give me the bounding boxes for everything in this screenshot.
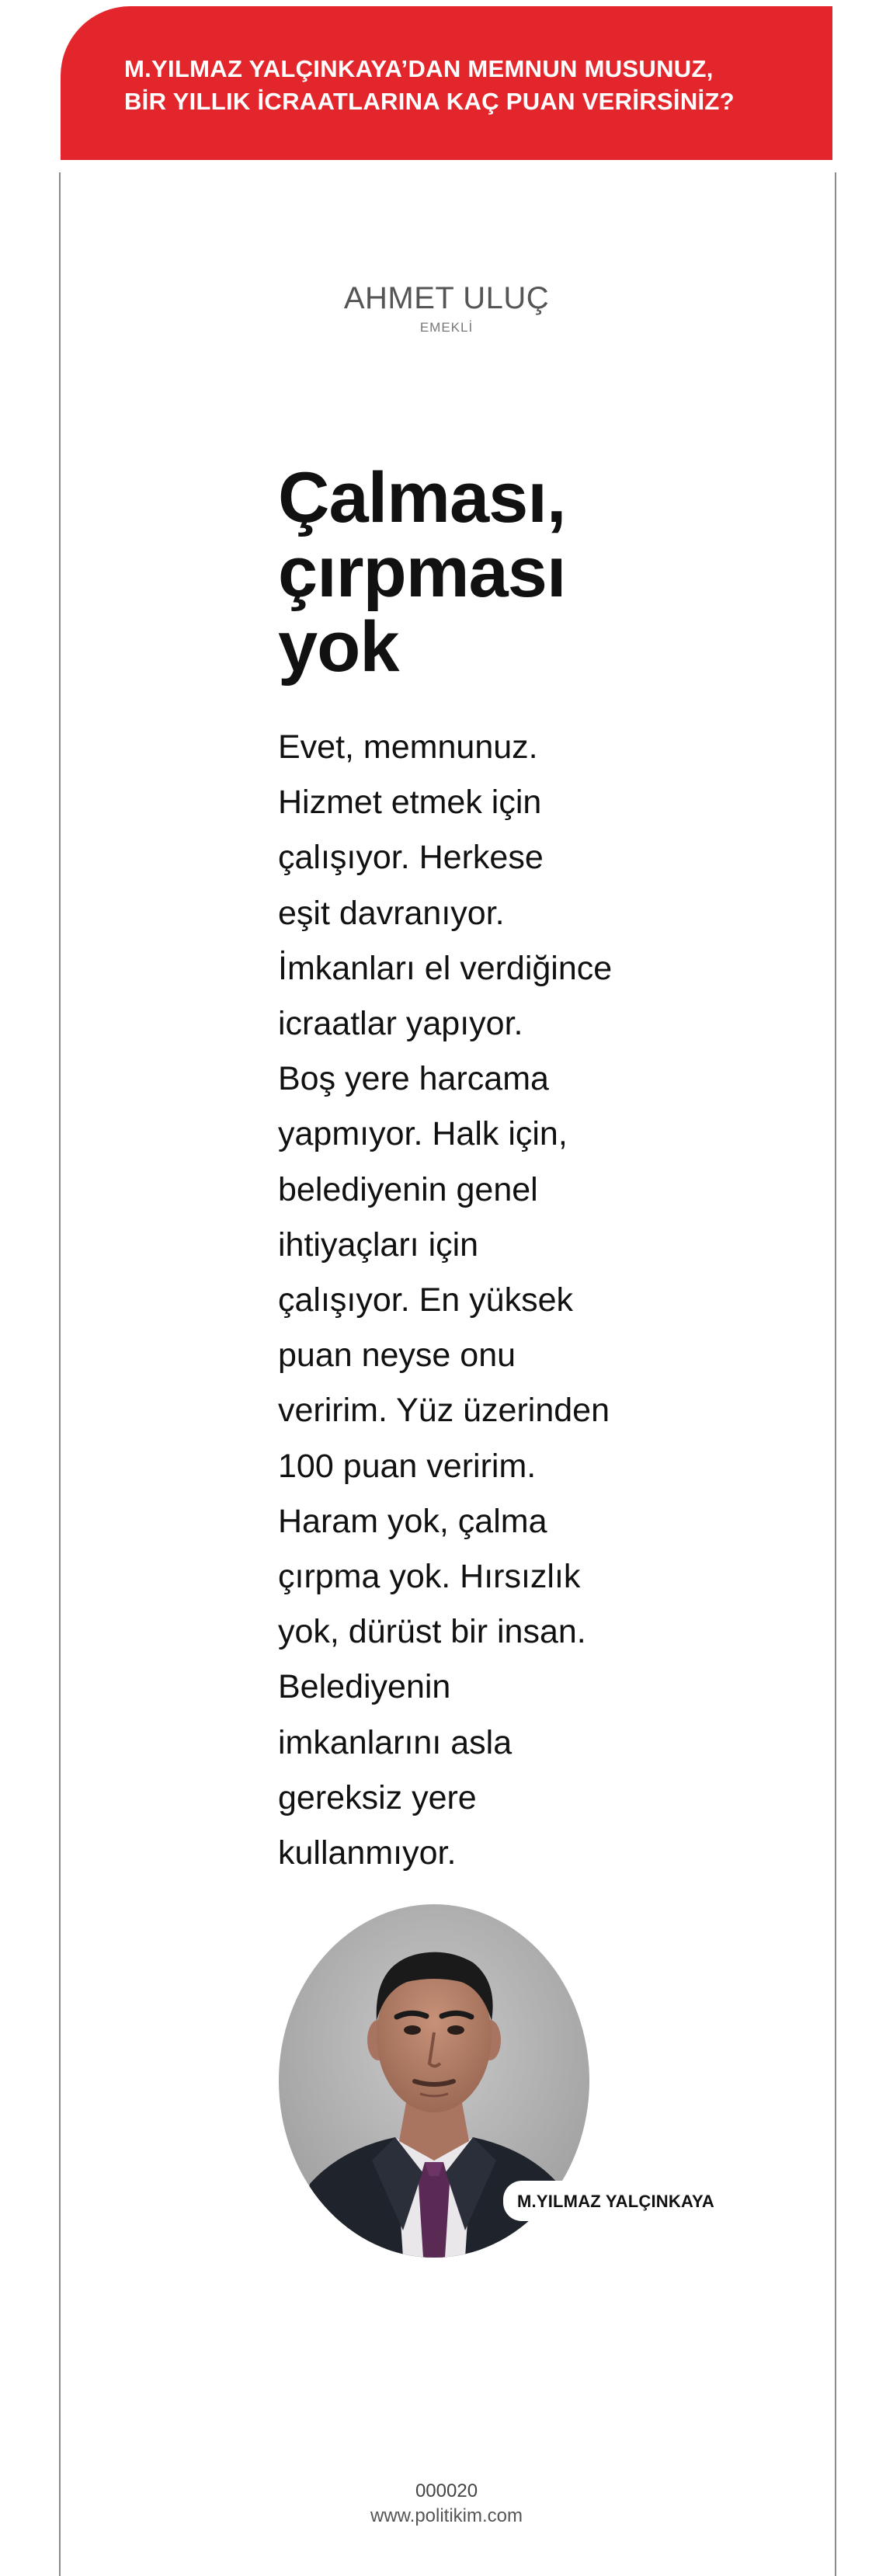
- body-line: Haram yok, çalma: [278, 1502, 547, 1540]
- author-role: EMEKLİ: [419, 320, 474, 335]
- headline-line: Çalması,: [278, 458, 566, 537]
- article-body: [278, 720, 635, 1881]
- question-banner: [61, 6, 832, 160]
- body-line: gereksiz yere: [278, 1778, 477, 1816]
- body-line: 100 puan veririm.: [278, 1447, 537, 1485]
- banner-question-line-1: M.YILMAZ YALÇINKAYA’DAN MEMNUN MUSUNUZ,: [124, 55, 714, 82]
- body-line: çalışıyor. En yüksek: [278, 1281, 573, 1319]
- headline-line: çırpması: [278, 533, 566, 612]
- body-line: icraatlar yapıyor.: [278, 1005, 523, 1043]
- body-line: çalışıyor. Herkese: [278, 839, 544, 877]
- photo-caption: M.YILMAZ YALÇINKAYA: [503, 2181, 725, 2221]
- author-block: [0, 281, 893, 335]
- site-url: www.politikim.com: [370, 2505, 523, 2526]
- left-column-rule: [59, 172, 61, 2576]
- headline: [278, 458, 620, 687]
- body-line: belediyenin genel: [278, 1170, 538, 1208]
- headline-line: yok: [278, 607, 399, 687]
- body-line: kullanmıyor.: [278, 1834, 457, 1872]
- body-line: imkanlarını asla: [278, 1723, 513, 1761]
- body-line: veririm. Yüz üzerinden: [278, 1392, 610, 1430]
- body-line: Evet, memnunuz.: [278, 728, 538, 766]
- body-line: Hizmet etmek için: [278, 784, 542, 822]
- page-footer: [0, 2479, 893, 2529]
- banner-question-line-2: BİR YILLIK İCRAATLARINA KAÇ PUAN VERİRSİNİZ?: [124, 88, 735, 115]
- body-line: yok, dürüst bir insan.: [278, 1613, 586, 1651]
- body-line: eşit davranıyor.: [278, 894, 505, 932]
- page-code: 000020: [415, 2480, 478, 2501]
- body-line: Belediyenin: [278, 1668, 451, 1706]
- body-line: İmkanları el verdiğince: [278, 949, 613, 987]
- author-name: AHMET ULUÇ: [343, 281, 550, 315]
- body-line: yapmıyor. Halk için,: [278, 1115, 568, 1153]
- body-line: Boş yere harcama: [278, 1060, 549, 1098]
- body-line: puan neyse onu: [278, 1337, 516, 1375]
- body-line: ihtiyaçları için: [278, 1225, 479, 1264]
- body-line: çırpma yok. Hırsızlık: [278, 1558, 581, 1596]
- right-column-rule: [835, 172, 836, 2576]
